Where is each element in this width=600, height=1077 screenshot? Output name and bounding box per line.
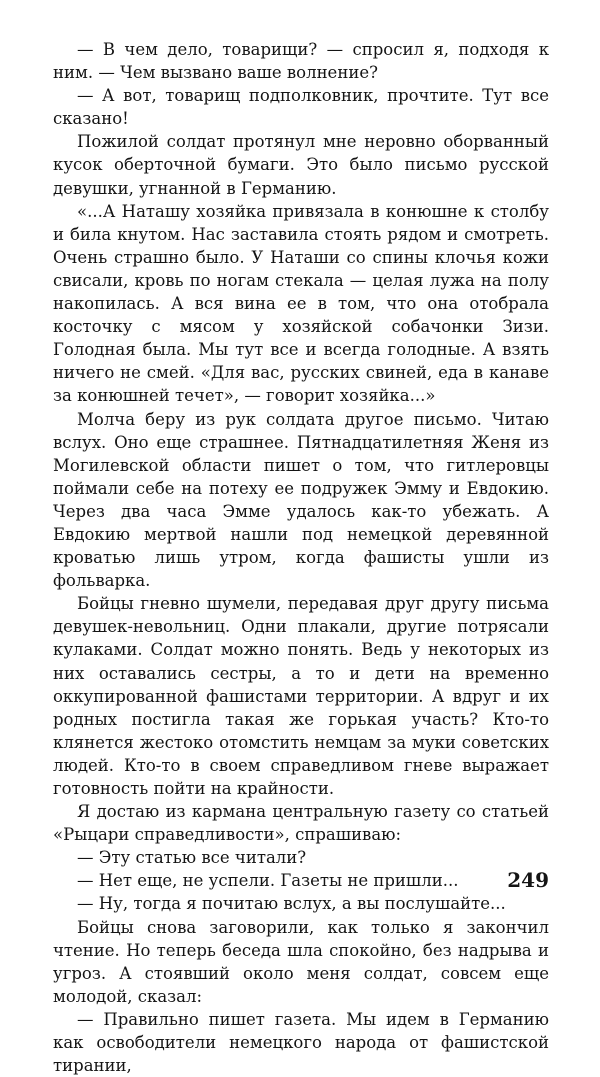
paragraph-6: Бойцы гневно шумели, передавая друг другу письма девушек-невольниц. Одни плакали, другие потрясали кулаками. Солдат можно понять. Ведь у некоторых из них оставались сестры, а то и дети на временно оккупированной фашистами территории. А вдруг и их родных постигла такая же горькая участь? Кто-то клянется жестоко отомстить немцам за муки советских людей. Кто-то в своем справедливом гневе выражает готовность пойти на крайности. [53, 594, 549, 798]
paragraph-8: — Эту статью все читали? [77, 848, 307, 868]
paragraph-7: Я достаю из кармана центральную газету со статьей «Рыцари справедливости», спрашиваю: [53, 802, 549, 845]
paragraph-12: — Правильно пишет газета. Мы идем в Германию как освободители немецкого народа от фашистской тирании, [53, 1009, 549, 1076]
paragraph-9: — Нет еще, не успели. Газеты не пришли... [77, 871, 459, 891]
paragraph-1: — В чем дело, товарищи? — спросил я, подходя к ним. — Чем вызвано ваше волнение? [53, 40, 549, 83]
paragraph-11: Бойцы снова заговорили, как только я закончил чтение. Но теперь беседа шла спокойно, без надрыва и угроз. А стоявший около меня солдат, совсем еще молодой, сказал: [53, 917, 549, 1006]
page-number: 249 [507, 868, 549, 892]
paragraph-2: — А вот, товарищ подполковник, прочтите. Тут все сказано! [53, 86, 549, 129]
paragraph-4: «...А Наташу хозяйка привязала в конюшне к столбу и била кнутом. Нас заставила стоять рядом и смотреть. Очень страшно было. У Наташи со спины клочья кожи свисали, кровь по ногам стекала — целая лужа на полу накопилась. А вся вина ее в том, что она отобрала косточку с мясом у хозяйской собачонки Зизи. Голодная была. Мы тут все и всегда голодные. А взять ничего не смей. «Для вас, русских свиней, еда в канаве за конюшней течет», — говорит хозяйка...» [53, 201, 549, 406]
book-page-text [53, 38, 549, 1077]
paragraph-5: Молча беру из рук солдата другое письмо. Читаю вслух. Оно еще страшнее. Пятнадцатилетняя Женя из Могилевской области пишет о том, что гитлеровцы поймали себе на потеху ее подружек Эмму и Евдокию. Через два часа Эмме удалось как-то убежать. А Евдокию мертвой нашли под немецкой деревянной кроватью лишь утром, когда фашисты ушли из фольварка. [53, 409, 549, 591]
paragraph-3: Пожилой солдат протянул мне неровно оборванный кусок оберточной бумаги. Это было письмо русской девушки, угнанной в Германию. [53, 132, 549, 198]
paragraph-10: — Ну, тогда я почитаю вслух, а вы послушайте... [77, 894, 506, 914]
